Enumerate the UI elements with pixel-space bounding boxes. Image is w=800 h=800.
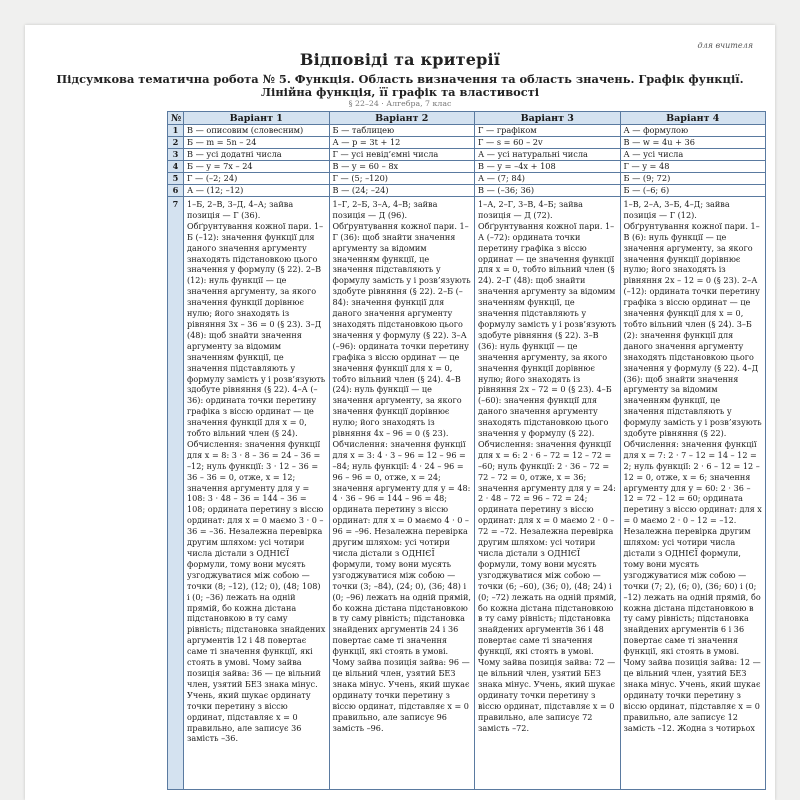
header-variant-2: Варіант 2 (329, 112, 475, 125)
table-cell: Г — (–2; 24) (184, 173, 330, 185)
row-number: 1 (168, 125, 184, 137)
table-row (168, 161, 766, 173)
header-variant-3: Варіант 3 (475, 112, 621, 125)
table-row (168, 137, 766, 149)
table-cell: Б — y = 7x – 24 (184, 161, 330, 173)
table-cell: В — y = –4x + 108 (475, 161, 621, 173)
table-row (168, 173, 766, 185)
header-variant-4: Варіант 4 (620, 112, 766, 125)
table-header-row (168, 112, 766, 125)
table-row (168, 197, 766, 790)
row-number: 7 (168, 197, 184, 790)
header-number: № (168, 112, 184, 125)
header-variant-1: Варіант 1 (184, 112, 330, 125)
table-cell: Г — усі невід’ємні числа (329, 149, 475, 161)
source-reference: § 22–24 · Алгебра, 7 клас (348, 99, 452, 108)
table-cell: Б — m = 5n – 24 (184, 137, 330, 149)
worksheet-page (25, 25, 775, 800)
table-cell: А — формулою (620, 125, 766, 137)
row-number: 2 (168, 137, 184, 149)
table-cell: Г — графіком (475, 125, 621, 137)
table-cell: Г — (5; –120) (329, 173, 475, 185)
teacher-note: для вчителя (697, 41, 753, 50)
table-cell: Б — таблицею (329, 125, 475, 137)
table-cell: А — усі натуральні числа (475, 149, 621, 161)
page-title: Відповіді та критерії (299, 50, 501, 69)
table-row (168, 149, 766, 161)
table-cell: В — (24; –24) (329, 185, 475, 197)
table-cell: А — (7; 84) (475, 173, 621, 185)
table-cell: Б — (9; 72) (620, 173, 766, 185)
row-number: 4 (168, 161, 184, 173)
table-cell: Г — s = 60 – 2v (475, 137, 621, 149)
table-row (168, 125, 766, 137)
table-cell: 1–Г, 2–Б, 3–А, 4–В; зайва позиція — Д (96). Обґрунтування кожної пари. 1–Г (36): щоб знайти значення аргументу за відомим значенням функції, це значення підставляють у формулу замість y і розв’язують здобуте рівняння (§ 22). 2–Б (–84): значення функції для даного значення аргументу знаходять підстановкою цього значення у формулу (§ 22). 3–А (–96): ордината точки перетину графіка з віссю ординат — це значення функції для x = 0, тобто вільний член (§ 24). 4–В (24): нуль функції — це значення аргументу, за якого значення функції дорівнює нулю; його знаходять із рівняння 4x – 96 = 0 (§ 23). Обчислення: значення функції для x = 3: 4 · 3 – 96 = 12 – 96 = –84; нуль функції: 4 · 24 – 96 = 96 – 96 = 0, отже, x = 24; значення аргументу для y = 48: 4 · 36 – 96 = 144 – 96 = 48; ордината перетину з віссю ординат: для x = 0 маємо 4 · 0 – 96 = –96. Незалежна перевірка другим шляхом: усі чотири числа дістали з ОДНІЄЇ формули, тому вони мусять узгоджуватися між собою — точки (3; –84), (24; 0), (36; 48) і (0; –96) лежать на одній прямій, бо кожна дістана підстановкою в ту саму рівність; підстановка знайдених аргументів 24 і 36 повертає саме ті значення функції, які стоять в умові. Чому зайва позиція зайва: 96 — це вільний член, узятий БЕЗ знака мінус. Учень, який шукає ординату точки перетину з віссю ординат, підставляє x = 0 правильно, але записує 96 замість –96. (329, 197, 475, 790)
answers-table (167, 111, 766, 790)
table-cell: В — y = 60 – 8x (329, 161, 475, 173)
table-cell: В — (–36; 36) (475, 185, 621, 197)
table-cell: А — (12; –12) (184, 185, 330, 197)
table-cell: Б — (–6; 6) (620, 185, 766, 197)
table-cell: Г — y = 48 (620, 161, 766, 173)
table-cell: 1–В, 2–А, 3–Б, 4–Д; зайва позиція — Г (12). Обґрунтування кожної пари. 1–В (6): нуль функції — це значення аргументу, за якого значення функції дорівнює нулю; його знаходять із рівняння 2x – 12 = 0 (§ 23). 2–А (–12): ордината точки перетину графіка з віссю ординат — це значення функції для x = 0, тобто вільний член (§ 24). 3–Б (2): значення функції для даного значення аргументу знаходять підстановкою цього значення у формулу (§ 22). 4–Д (36): щоб знайти значення аргументу за відомим значенням функції, це значення підставляють у формулу замість y і розв’язують здобуте рівняння (§ 22). Обчислення: значення функції для x = 7: 2 · 7 – 12 = 14 – 12 = 2; нуль функції: 2 · 6 – 12 = 12 – 12 = 0, отже, x = 6; значення аргументу для y = 60: 2 · 36 – 12 = 72 – 12 = 60; ордината перетину з віссю ординат: для x = 0 маємо 2 · 0 – 12 = –12. Незалежна перевірка другим шляхом: усі чотири числа дістали з ОДНІЄЇ формули, тому вони мусять узгоджуватися між собою — точки (7; 2), (6; 0), (36; 60) і (0; –12) лежать на одній прямій, бо кожна дістана підстановкою в ту саму рівність; підстановка знайдених аргументів 6 і 36 повертає саме ті значення функції, які стоять в умові. Чому зайва позиція зайва: 12 — це вільний член, узятий БЕЗ знака мінус. Учень, який шукає ординату точки перетину з віссю ординат, підставляє x = 0 правильно, але записує 12 замість –12. Жодна з чотирьох (620, 197, 766, 790)
row-number: 3 (168, 149, 184, 161)
page-subtitle: Підсумкова тематична робота № 5. Функція. Область визначення та область значень. Графік функції. Лінійна функція, її графік та властивості (56, 72, 744, 99)
table-cell: 1–А, 2–Г, 3–В, 4–Б; зайва позиція — Д (72). Обґрунтування кожної пари. 1–А (–72): ордината точки перетину графіка з віссю ординат — це значення функції для x = 0, тобто вільний член (§ 24). 2–Г (48): щоб знайти значення аргументу за відомим значенням функції, це значення підставляють у формулу замість y і розв’язують здобуте рівняння (§ 22). 3–В (36): нуль функції — це значення аргументу, за якого значення функції дорівнює нулю; його знаходять із рівняння 2x – 72 = 0 (§ 23). 4–Б (–60): значення функції для даного значення аргументу знаходять підстановкою цього значення у формулу (§ 22). Обчислення: значення функції для x = 6: 2 · 6 – 72 = 12 – 72 = –60; нуль функції: 2 · 36 – 72 = 72 – 72 = 0, отже, x = 36; значення аргументу для y = 24: 2 · 48 – 72 = 96 – 72 = 24; ордината перетину з віссю ординат: для x = 0 маємо 2 · 0 – 72 = –72. Незалежна перевірка другим шляхом: усі чотири числа дістали з ОДНІЄЇ формули, тому вони мусять узгоджуватися між собою — точки (6; –60), (36; 0), (48; 24) і (0; –72) лежать на одній прямій, бо кожна дістана підстановкою в ту саму рівність; підстановка знайдених аргументів 36 і 48 повертає саме ті значення функції, які стоять в умові. Чому зайва позиція зайва: 72 — це вільний член, узятий БЕЗ знака мінус. Учень, який шукає ординату точки перетину з віссю ординат, підставляє x = 0 правильно, але записує 72 замість –72. (475, 197, 621, 790)
table-row (168, 185, 766, 197)
table-cell: В — усі додатні числа (184, 149, 330, 161)
row-number: 6 (168, 185, 184, 197)
table-cell: А — p = 3t + 12 (329, 137, 475, 149)
table-cell: А — усі числа (620, 149, 766, 161)
table-cell: В — w = 4u + 36 (620, 137, 766, 149)
table-cell: 1–Б, 2–В, 3–Д, 4–А; зайва позиція — Г (36). Обґрунтування кожної пари. 1–Б (–12): значення функції для даного значення аргументу знаходять підстановкою цього значення у формулу (§ 22). 2–В (12): нуль функції — це значення аргументу, за якого значення функції дорівнює нулю; його знаходять із рівняння 3x – 36 = 0 (§ 23). 3–Д (48): щоб знайти значення аргументу за відомим значенням функції, це значення підставляють у формулу замість y і розв’язують здобуте рівняння (§ 22). 4–А (–36): ордината точки перетину графіка з віссю ординат — це значення функції для x = 0, тобто вільний член (§ 24). Обчислення: значення функції для x = 8: 3 · 8 – 36 = 24 – 36 = –12; нуль функції: 3 · 12 – 36 = 36 – 36 = 0, отже, x = 12; значення аргументу для y = 108: 3 · 48 – 36 = 144 – 36 = 108; ордината перетину з віссю ординат: для x = 0 маємо 3 · 0 – 36 = –36. Незалежна перевірка другим шляхом: усі чотири числа дістали з ОДНІЄЇ формули, тому вони мусять узгоджуватися між собою — точки (8; –12), (12; 0), (48; 108) і (0; –36) лежать на одній прямій, бо кожна дістана підстановкою в ту саму рівність; підстановка знайдених аргументів 12 і 48 повертає саме ті значення функції, які стоять в умові. Чому зайва позиція зайва: 36 — це вільний член, узятий БЕЗ знака мінус. Учень, який шукає ординату точки перетину з віссю ординат, підставляє x = 0 правильно, але записує 36 замість –36. (184, 197, 330, 790)
table-cell: В — описовим (словесним) (184, 125, 330, 137)
row-number: 5 (168, 173, 184, 185)
